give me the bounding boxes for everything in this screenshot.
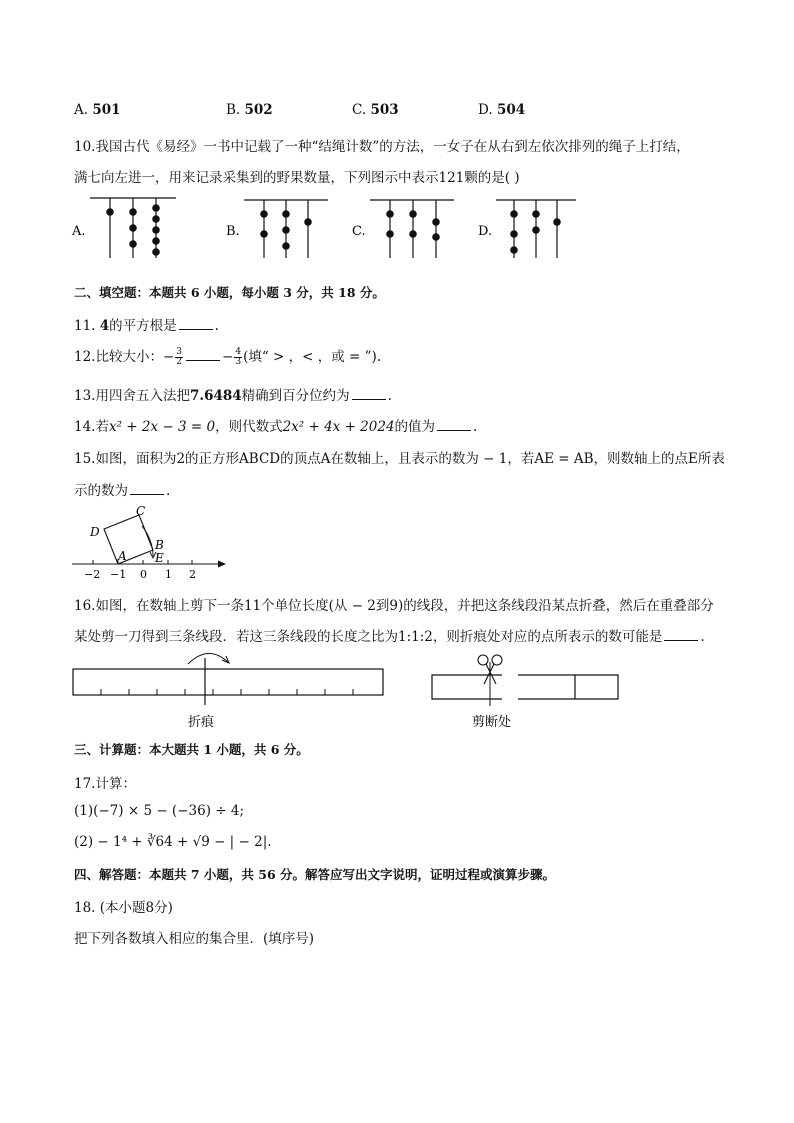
q16-label-cut: 剪断处 — [472, 715, 512, 730]
q12: 12.比较大小：− $\frac{3}{2}$ − $\frac{4}{3}$ (填“ > ，< ，或 = ”). — [74, 347, 382, 367]
q9-option-b: B. 502 — [226, 102, 273, 118]
section-2-heading: 二、填空题：本题共 6 小题，每小题 3 分，共 18 分。 — [74, 285, 385, 300]
q18-title: 18. (本小题8分) — [74, 900, 173, 916]
q15-tick-2: 2 — [189, 568, 196, 581]
q10-line2: 满七向左进一，用来记录采集到的野果数量，下列图示中表示121颗的是( ) — [74, 170, 520, 186]
q15-tick-0: 0 — [140, 568, 147, 581]
q10-figure-d — [496, 200, 576, 258]
q10-label-a: A. — [72, 224, 86, 239]
q16-figure — [70, 648, 630, 734]
q9-option-c: C. 503 — [352, 102, 399, 118]
q10-figure-c — [370, 200, 454, 258]
q16-label-fold: 折痕 — [188, 715, 215, 730]
q10-figure-a — [90, 198, 176, 258]
q14: 14.若x² + 2x − 3 = 0，则代数式2x² + 4x + 2024的值为 . — [74, 419, 478, 435]
q15-line2: 示的数为 . — [74, 483, 171, 499]
q15-label-c: C — [136, 504, 146, 518]
q13: 13.用四舍五入法把7.6484精确到百分位约为 . — [74, 388, 392, 404]
q15-label-b: B — [155, 538, 164, 552]
q11-blank — [179, 317, 213, 330]
q10-label-b: B. — [226, 224, 240, 239]
q13-blank — [352, 387, 386, 400]
q10-figures — [70, 192, 590, 264]
section-4-heading: 四、解答题：本题共 7 小题，共 56 分。解答应写出文字说明，证明过程或演算步骤。 — [74, 867, 556, 882]
q10-line1: 10.我国古代《易经》一书中记载了一种“结绳计数”的方法，一女子在从右到左依次排列的绳子上打结， — [74, 139, 690, 155]
q18-text: 把下列各数填入相应的集合里．(填序号) — [74, 931, 315, 947]
q9-option-a: A. 501 — [74, 102, 121, 118]
q16-line1: 16.如图，在数轴上剪下一条11个单位长度(从 − 2到9)的线段，并把这条线段沿某点折叠，然后在重叠部分 — [74, 598, 714, 614]
q11: 11. 4的平方根是 . — [74, 318, 219, 334]
q15-tick-m2: −2 — [84, 568, 101, 581]
q15-label-d: D — [90, 525, 100, 539]
q12-blank — [186, 348, 220, 361]
q16-blank — [664, 628, 698, 641]
q10-label-d: D. — [478, 224, 493, 239]
q17-part2: (2) − 1⁴ + ∛64 + √9 − | − 2|. — [74, 834, 272, 850]
q9-option-d: D. 504 — [478, 102, 526, 118]
q15-label-e: E — [155, 551, 164, 565]
q16-strip — [73, 669, 383, 695]
section-3-heading: 三、计算题：本大题共 1 小题，共 6 分。 — [74, 742, 309, 757]
q10-label-c: C. — [352, 224, 366, 239]
q15-label-a: A — [118, 549, 127, 563]
q17-part1: (1)(−7) × 5 − (−36) ÷ 4; — [74, 803, 244, 819]
q16-piece-right — [520, 675, 618, 699]
q10-figure-b — [244, 200, 328, 258]
q15-tick-1: 1 — [165, 568, 172, 581]
q15-line1: 15.如图，面积为2的正方形ABCD的顶点A在数轴上，且表示的数为 − 1，若AE = AB，则数轴上的点E所表 — [74, 451, 725, 467]
q15-tick-m1: −1 — [110, 568, 127, 581]
q15-blank — [130, 482, 164, 495]
q15-figure — [70, 500, 230, 582]
q14-blank — [437, 418, 471, 431]
q16-line2: 某处剪一刀得到三条线段．若这三条线段的长度之比为1:1:2，则折痕处对应的点所表示的数可能是 . — [74, 629, 705, 645]
q17-title: 17.计算： — [74, 776, 136, 792]
